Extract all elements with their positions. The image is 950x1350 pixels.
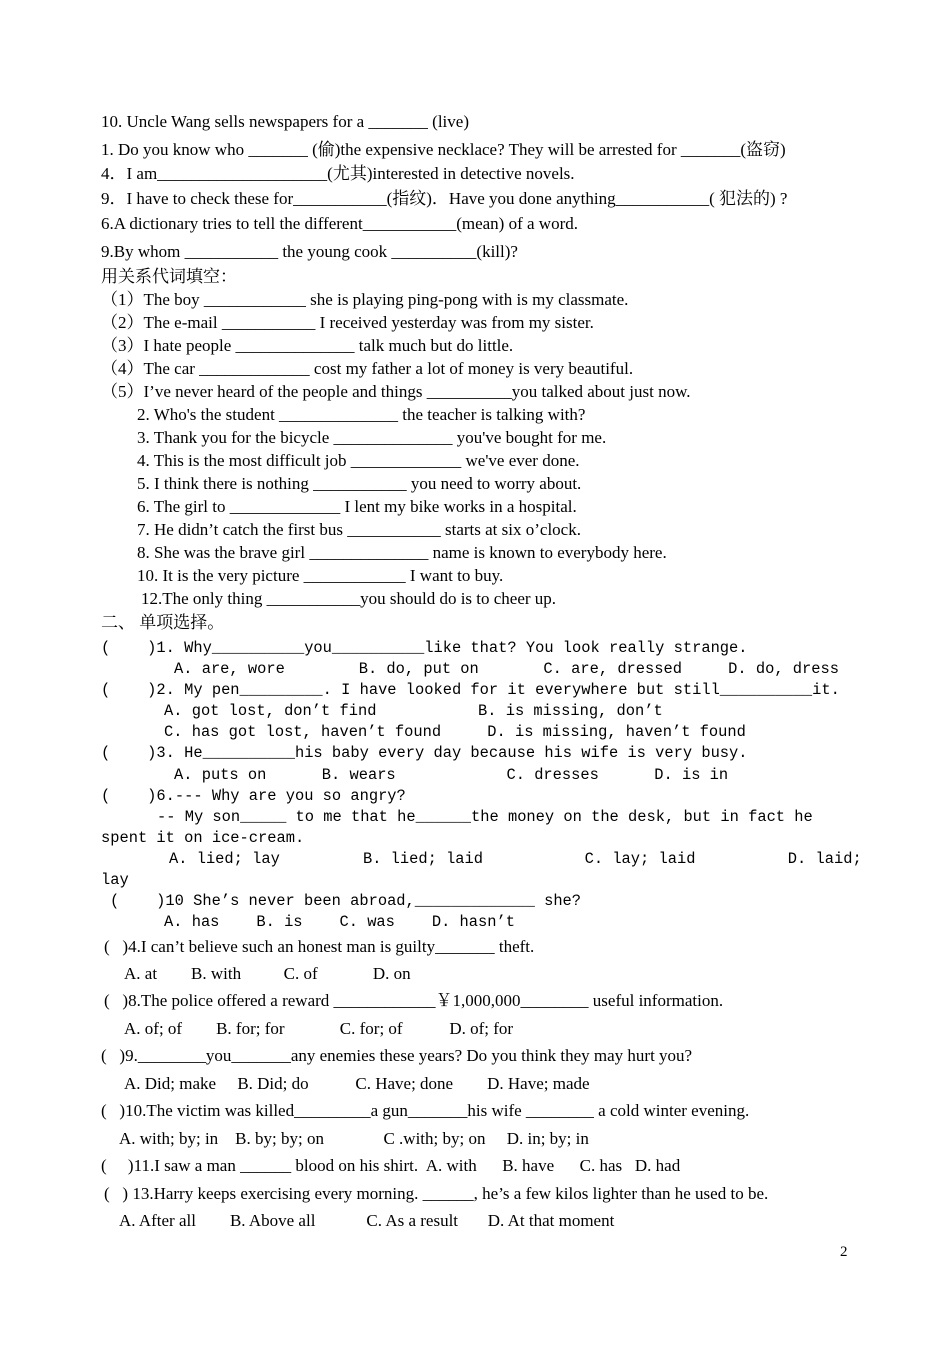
choice-question: -- My son_____ to me that he______the money on the desk, but in fact he bbox=[157, 808, 813, 826]
choice-options: A. are, wore B. do, put on C. are, dressed D. do, dress bbox=[174, 660, 839, 678]
fill-in-line: 10. Uncle Wang sells newspapers for a _______ (live) bbox=[101, 112, 469, 131]
choice-question: spent it on ice-cream. bbox=[101, 829, 305, 847]
choice-options: lay bbox=[101, 871, 129, 889]
section-heading: 用关系代词填空： bbox=[101, 267, 237, 286]
choice-question: ( )11.I saw a man ______ blood on his shirt. A. with B. have C. has D. had bbox=[101, 1156, 681, 1175]
choice-options: A. of; of B. for; for C. for; of D. of; for bbox=[124, 1019, 514, 1038]
relative-item: （1）The boy ____________ she is playing ping-pong with is my classmate. bbox=[101, 290, 629, 309]
choice-question: ( )6.--- Why are you so angry? bbox=[101, 787, 406, 805]
relative-numbered-item: 10. It is the very picture ____________ I want to buy. bbox=[137, 566, 504, 585]
choice-question: ( )8.The police offered a reward ____________￥1,000,000________ useful information. bbox=[104, 991, 724, 1010]
relative-numbered-item: 6. The girl to _____________ I lent my bike works in a hospital. bbox=[137, 497, 577, 516]
relative-numbered-item: 7. He didn’t catch the first bus ___________ starts at six o’clock. bbox=[137, 520, 581, 539]
choice-question: ( )4.I can’t believe such an honest man is guilty_______ theft. bbox=[104, 937, 535, 956]
choice-options: A. lied; lay B. lied; laid C. lay; laid D. laid; bbox=[169, 850, 862, 868]
relative-numbered-item: 3. Thank you for the bicycle ______________ you've bought for me. bbox=[137, 428, 607, 447]
relative-numbered-item: 2. Who's the student ______________ the teacher is talking with? bbox=[137, 405, 586, 424]
fill-in-line: 9.By whom ___________ the young cook __________(kill)? bbox=[101, 242, 518, 261]
relative-numbered-item: 4. This is the most difficult job _____________ we've ever done. bbox=[137, 451, 580, 470]
choice-question: ( )10.The victim was killed_________a gun_______his wife ________ a cold winter evening. bbox=[101, 1101, 750, 1120]
choice-options: A. got lost, don’t find B. is missing, don’t bbox=[164, 702, 663, 720]
choice-question: ( )9.________you_______any enemies these years? Do you think they may hurt you? bbox=[101, 1046, 693, 1065]
relative-numbered-item: 8. She was the brave girl ______________ name is known to everybody here. bbox=[137, 543, 667, 562]
relative-item: （2）The e-mail ___________ I received yesterday was from my sister. bbox=[101, 313, 594, 332]
choice-options: A. puts on B. wears C. dresses D. is in bbox=[174, 766, 729, 784]
relative-item: （5）I’ve never heard of the people and things __________you talked about just now. bbox=[101, 382, 691, 401]
fill-in-line: 1. Do you know who _______ (偷)the expensive necklace? They will be arrested for _______(盗窃) bbox=[101, 140, 786, 159]
choice-question: ( )1. Why__________you__________like that? You look really strange. bbox=[101, 639, 748, 657]
relative-numbered-item: 12.The only thing ___________you should do is to cheer up. bbox=[141, 589, 557, 608]
fill-in-line: 9．I have to check these for___________(指纹)．Have you done anything___________( 犯法的) ? bbox=[101, 189, 788, 208]
choice-options: A. After all B. Above all C. As a result D. At that moment bbox=[119, 1211, 615, 1230]
choice-question: ( )3. He__________his baby every day because his wife is very busy. bbox=[101, 744, 748, 762]
relative-numbered-item: 5. I think there is nothing ___________ you need to worry about. bbox=[137, 474, 582, 493]
choice-options: A. has B. is C. was D. hasn’t bbox=[164, 913, 515, 931]
choice-options: A. Did; make B. Did; do C. Have; done D. Have; made bbox=[124, 1074, 590, 1093]
choice-question: ( ) 13.Harry keeps exercising every morning. ______, he’s a few kilos lighter than he used to be. bbox=[104, 1184, 769, 1203]
choice-options: C. has got lost, haven’t found D. is missing, haven’t found bbox=[164, 723, 746, 741]
choice-options: A. with; by; in B. by; by; on C .with; by; on D. in; by; in bbox=[119, 1129, 589, 1148]
choice-options: A. at B. with C. of D. on bbox=[124, 964, 411, 983]
relative-item: （3）I hate people ______________ talk much but do little. bbox=[101, 336, 514, 355]
section-heading: 二、 单项选择。 bbox=[101, 613, 225, 632]
relative-item: （4）The car _____________ cost my father a lot of money is very beautiful. bbox=[101, 359, 634, 378]
fill-in-line: 4．I am____________________(尤其)interested in detective novels. bbox=[101, 164, 575, 183]
choice-question: ( )10 She’s never been abroad,_____________ she? bbox=[110, 892, 582, 910]
fill-in-line: 6.A dictionary tries to tell the different___________(mean) of a word. bbox=[101, 214, 578, 233]
choice-question: ( )2. My pen_________. I have looked for it everywhere but still__________it. bbox=[101, 681, 840, 699]
page-number: 2 bbox=[840, 1244, 848, 1260]
